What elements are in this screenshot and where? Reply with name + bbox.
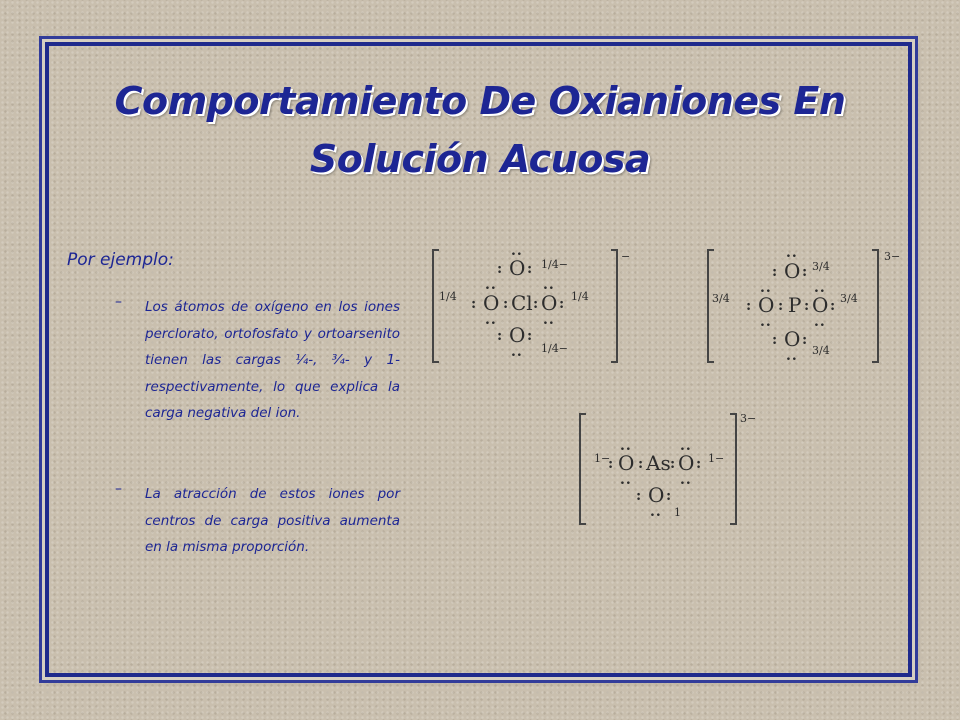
- charge-right-label: 1/4: [571, 290, 589, 303]
- charge-bottom-label: 3/4: [812, 344, 830, 357]
- charge-right-label: 1−: [708, 452, 725, 465]
- central-atom: Cl: [511, 291, 533, 315]
- svg-text:..: ..: [543, 277, 555, 293]
- svg-text::: :: [608, 456, 615, 472]
- charge-bottom-label: 1: [674, 506, 681, 519]
- charge-right-label: 3/4: [840, 292, 858, 305]
- svg-text::: :: [772, 332, 779, 348]
- svg-text::: :: [497, 328, 504, 344]
- bullet-item: [115, 481, 400, 561]
- perchlorate-lewis-structure: [425, 240, 645, 370]
- svg-text:..: ..: [760, 280, 772, 296]
- svg-text::: :: [503, 296, 510, 312]
- oxygen-atom: O: [509, 323, 526, 347]
- svg-text::: :: [802, 332, 809, 348]
- svg-text:..: ..: [680, 438, 692, 454]
- svg-text::: :: [666, 488, 673, 504]
- ion-charge-label: 3−: [740, 412, 757, 425]
- svg-text:..: ..: [485, 312, 497, 328]
- lead-text: Por ejemplo:: [67, 250, 174, 270]
- svg-text::: :: [471, 296, 478, 312]
- charge-left-label: 1/4: [439, 290, 457, 303]
- svg-text:..: ..: [620, 472, 632, 488]
- charge-top-label: 1/4−: [541, 258, 568, 271]
- charge-top-label: 3/4: [812, 260, 830, 273]
- bullet-text: Los átomos de oxígeno en los iones perclorato, ortofosfato y ortoarsenito tienen las cargas ¼-, ¾- y 1- respectivamente, lo que explica la carga negativa del ion.: [145, 299, 400, 421]
- bullet-item: [115, 294, 400, 427]
- svg-text::: :: [497, 261, 504, 277]
- svg-text::: :: [830, 298, 837, 314]
- svg-text:..: ..: [760, 314, 772, 330]
- svg-text::: :: [638, 456, 645, 472]
- svg-text:..: ..: [620, 438, 632, 454]
- oxygen-atom: O: [758, 293, 775, 317]
- slide-title: [60, 72, 900, 188]
- svg-text::: :: [778, 298, 785, 314]
- central-atom: P: [788, 293, 802, 317]
- charge-bottom-label: 1/4−: [541, 342, 568, 355]
- oxygen-atom: O: [678, 451, 695, 475]
- svg-text:..: ..: [511, 344, 523, 360]
- oxygen-atom: O: [541, 291, 558, 315]
- svg-text::: :: [696, 456, 703, 472]
- oxygen-atom: O: [812, 293, 829, 317]
- svg-text:..: ..: [786, 245, 798, 261]
- oxygen-atom: O: [618, 451, 635, 475]
- ion-charge-label: 3−: [884, 250, 901, 263]
- svg-text::: :: [533, 296, 540, 312]
- central-atom: As: [646, 451, 671, 475]
- svg-text:..: ..: [814, 280, 826, 296]
- svg-text:..: ..: [485, 277, 497, 293]
- svg-text:..: ..: [680, 472, 692, 488]
- title-line-1: Comportamiento De Oxianiones En: [114, 79, 846, 123]
- ion-charge-label: −: [621, 250, 631, 263]
- oxygen-atom: O: [483, 291, 500, 315]
- svg-text:..: ..: [543, 312, 555, 328]
- arsenite-lewis-structure: [570, 408, 770, 533]
- charge-left-label: 1−: [594, 452, 611, 465]
- svg-text::: :: [804, 298, 811, 314]
- oxygen-atom: O: [784, 327, 801, 351]
- oxygen-atom: O: [509, 256, 526, 280]
- charge-left-label: 3/4: [712, 292, 730, 305]
- bullet-dash: –: [115, 481, 122, 497]
- svg-text:..: ..: [786, 348, 798, 364]
- svg-text:..: ..: [511, 243, 523, 259]
- svg-text::: :: [527, 261, 534, 277]
- svg-text::: :: [670, 456, 677, 472]
- svg-text::: :: [746, 298, 753, 314]
- oxygen-atom: O: [648, 483, 665, 507]
- svg-text:..: ..: [814, 314, 826, 330]
- phosphate-lewis-structure: [700, 240, 920, 370]
- svg-text::: :: [772, 264, 779, 280]
- bullet-text: La atracción de estos iones por centros de carga positiva aumenta en la misma proporción.: [145, 486, 400, 555]
- bullet-dash: –: [115, 294, 122, 310]
- svg-text::: :: [527, 328, 534, 344]
- oxygen-atom: O: [784, 259, 801, 283]
- svg-text::: :: [559, 296, 566, 312]
- svg-text::: :: [802, 264, 809, 280]
- title-line-2: Solución Acuosa: [309, 137, 651, 181]
- svg-text:..: ..: [650, 504, 662, 520]
- svg-text::: :: [636, 488, 643, 504]
